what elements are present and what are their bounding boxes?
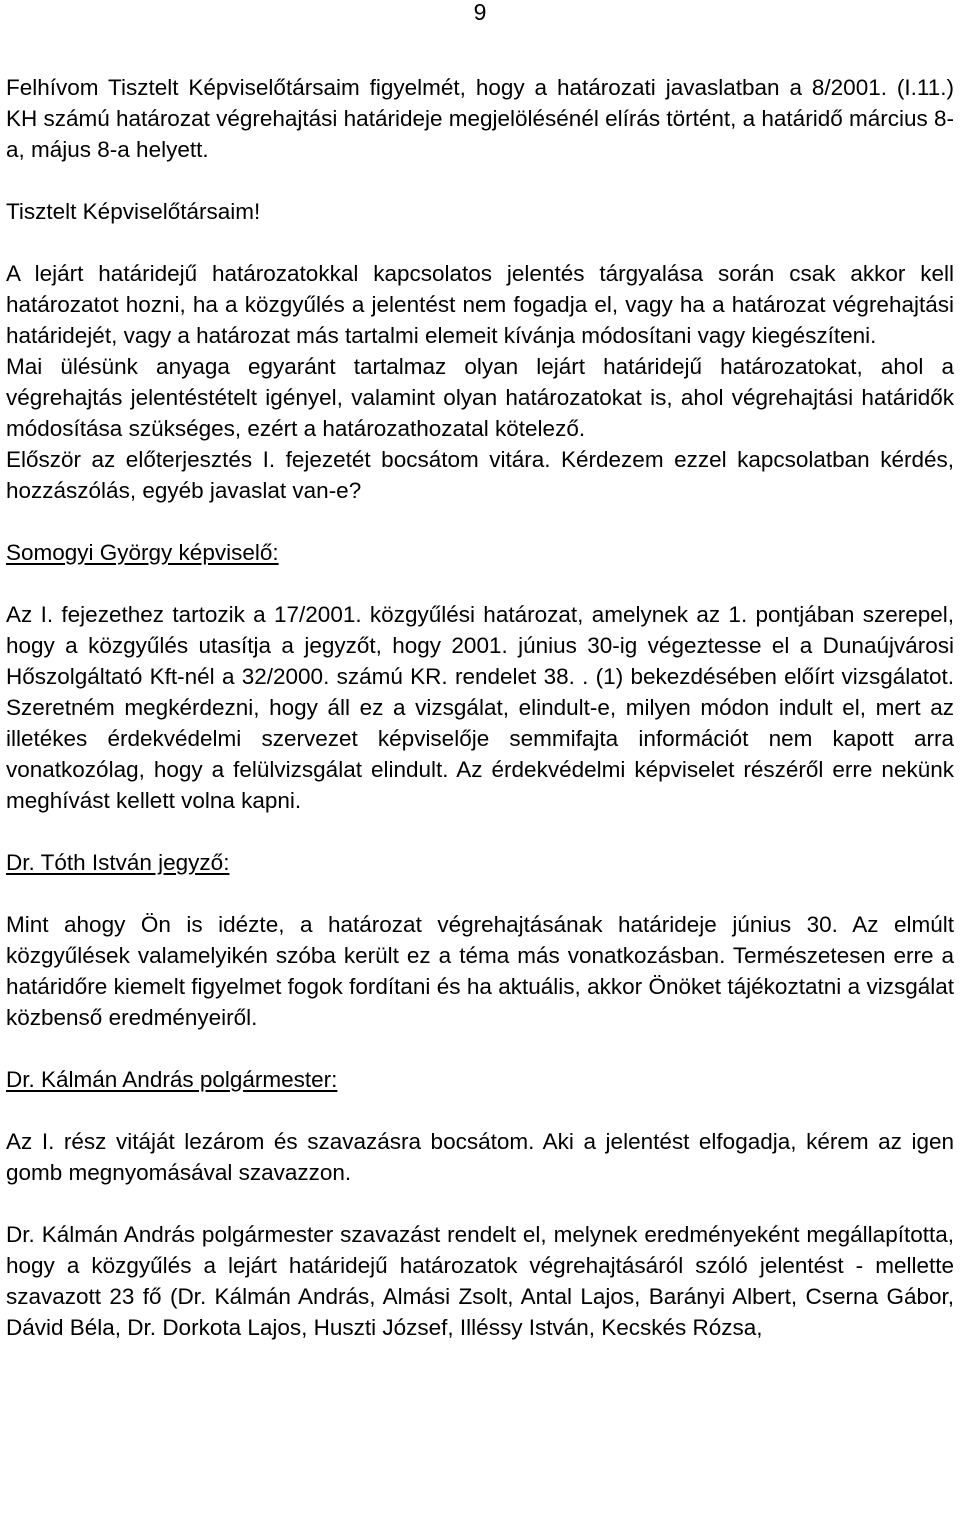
spacer [6, 506, 954, 537]
spacer [6, 227, 954, 258]
spacer [6, 878, 954, 909]
paragraph-debate-open: Először az előterjesztés I. fejezetét bocsátom vitára. Kérdezem ezzel kapcsolatban kérdés, hozzászólás, egyéb javaslat van-e? [6, 447, 954, 503]
document-body [6, 72, 954, 1343]
spacer [6, 1033, 954, 1064]
paragraph-notice: Felhívom Tisztelt Képviselőtársaim figyelmét, hogy a határozati javaslatban a 8/2001. (I.11.) KH számú határozat végrehajtási határideje megjelölésénél elírás történt, a határidő március 8-a, május 8-a helyett. [6, 75, 954, 162]
speaker-heading: Dr. Kálmán András polgármester: [6, 1067, 338, 1092]
spacer [6, 568, 954, 599]
spacer [6, 816, 954, 847]
paragraph-speech: Mint ahogy Ön is idézte, a határozat végrehajtásának határideje június 30. Az elmúlt közgyűlések valamelyikén szóba került ez a téma más vonatkozásban. Természetesen erre a határidőre kiemelt figyelmet fogok fordítani és ha aktuális, akkor Önöket tájékoztatni a vizsgálat közbenső eredményeiről. [6, 912, 954, 1030]
paragraph-agenda: Mai ülésünk anyaga egyaránt tartalmaz olyan lejárt határidejű határozatokat, ahol a végrehajtás jelentéstételt igényel, valamint olyan határozatokat is, ahol végrehajtási határidők módosítása szükséges, ezért a határozathozatal kötelező. [6, 354, 954, 441]
spacer [6, 1188, 954, 1219]
paragraph-procedure: A lejárt határidejű határozatokkal kapcsolatos jelentés tárgyalása során csak akkor kell határozatot hozni, ha a közgyűlés a jelentést nem fogadja el, vagy ha a határozat végrehajtási határidejét, vagy a határozat más tartalmi elemeit kívánja módosítani vagy kiegészíteni. [6, 261, 954, 348]
speaker-heading: Somogyi György képviselő: [6, 540, 279, 565]
spacer [6, 1095, 954, 1126]
paragraph-speech: Az I. fejezethez tartozik a 17/2001. közgyűlési határozat, amelynek az 1. pontjában szerepel, hogy a közgyűlés utasítja a jegyzőt, hogy 2001. június 30-ig végeztesse el a Dunaújvárosi Hőszolgáltató Kft-nél a 32/2000. számú KR. rendelet 38. . (1) bekezdésében előírt vizsgálatot. Szeretném megkérdezni, hogy áll ez a vizsgálat, elindult-e, milyen módon indult el, mert az illetékes érdekvédelmi szervezet képviselője semmifajta információt nem kapott arra vonatkozólag, hogy a felülvizsgálat elindult. Az érdekvédelmi képviselet részéről erre nekünk meghívást kellett volna kapni. [6, 602, 954, 813]
paragraph-vote-record: Dr. Kálmán András polgármester szavazást rendelt el, melynek eredményeként megállapította, hogy a közgyűlés a lejárt határidejű határozatok végrehajtásáról szóló jelentést - mellette szavazott 23 fő (Dr. Kálmán András, Almási Zsolt, Antal Lajos, Barányi Albert, Cserna Gábor, Dávid Béla, Dr. Dorkota Lajos, Huszti József, Illéssy István, Kecskés Rózsa, [6, 1222, 954, 1340]
paragraph-salutation: Tisztelt Képviselőtársaim! [6, 199, 261, 224]
spacer [6, 165, 954, 196]
speaker-heading: Dr. Tóth István jegyző: [6, 850, 230, 875]
paragraph-speech: Az I. rész vitáját lezárom és szavazásra bocsátom. Aki a jelentést elfogadja, kérem az igen gomb megnyomásával szavazzon. [6, 1129, 954, 1185]
page-number: 9 [473, 0, 487, 25]
